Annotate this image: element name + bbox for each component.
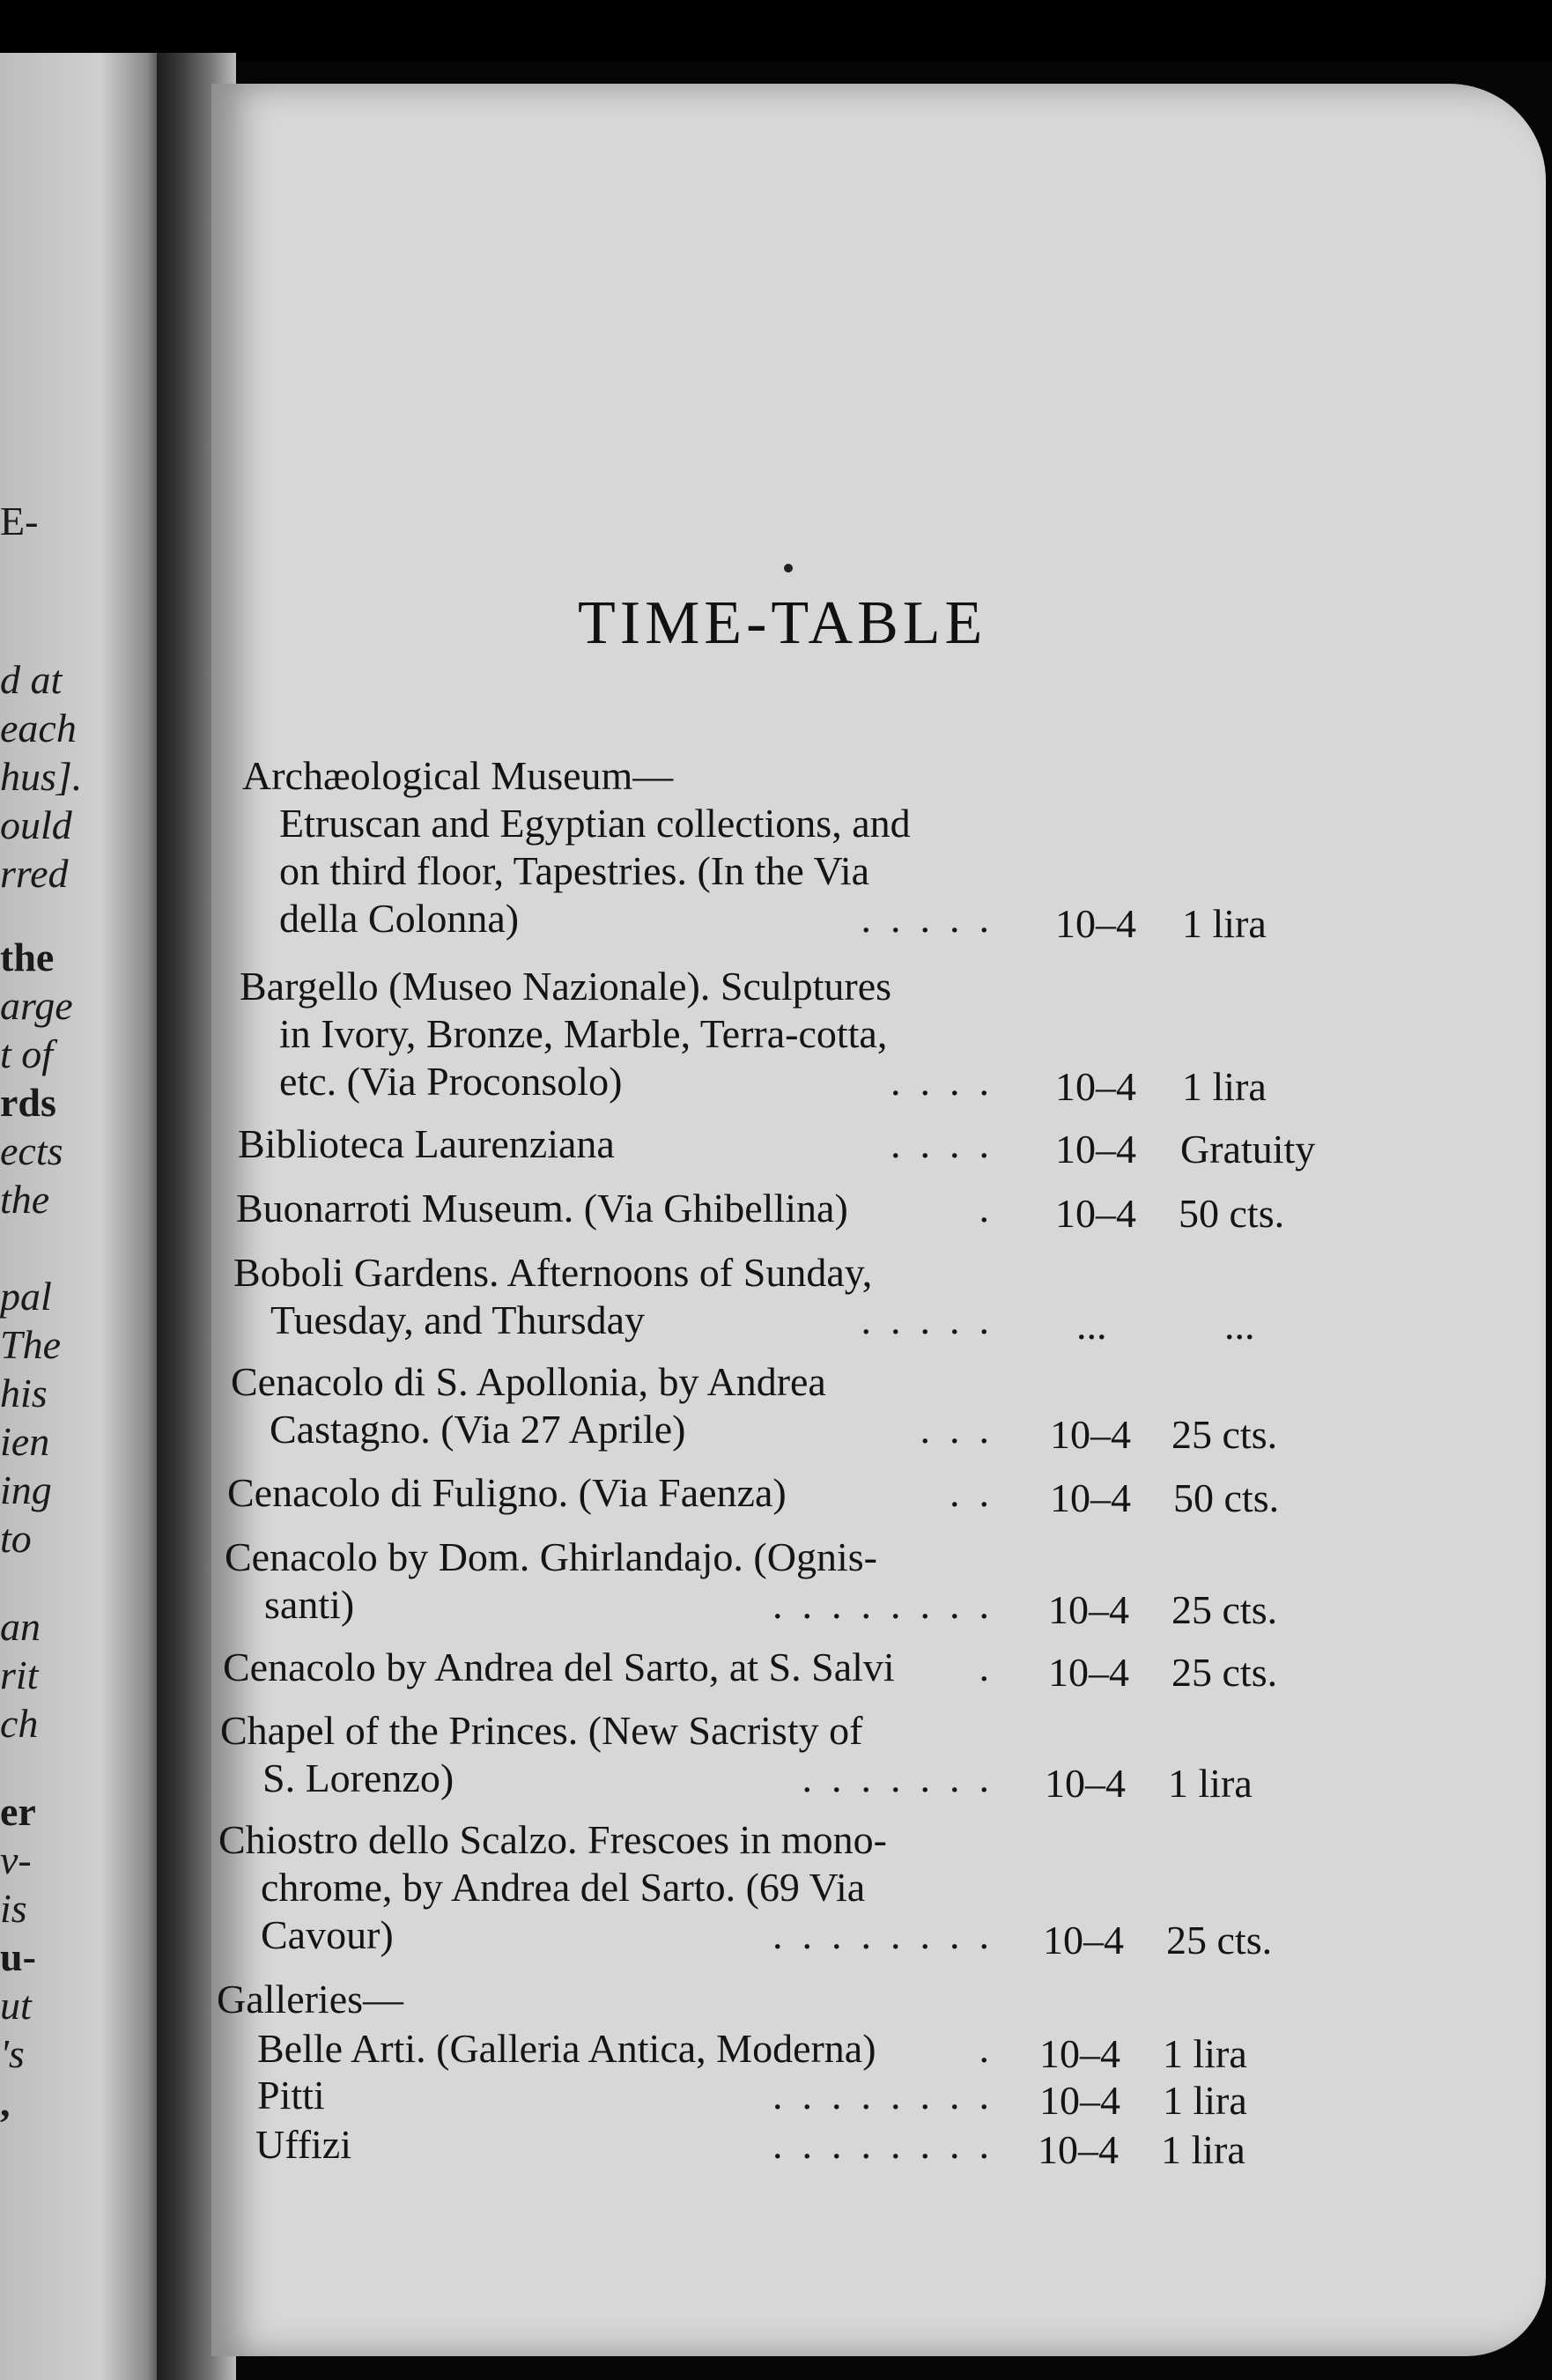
entry-title-line: Bargello (Museo Nazionale). Sculptures [240, 964, 892, 1009]
entry-continuation-line: Cavour) [261, 1912, 394, 1957]
entry-continuation-line: della Colonna) [279, 896, 520, 941]
left-fragment: ould [0, 802, 72, 847]
opening-hours: 10–4 [1055, 1064, 1136, 1109]
dot-leader: . [979, 1645, 1009, 1689]
opening-hours: ... [1076, 1303, 1107, 1348]
entry-title-line: Belle Arti. (Galleria Antica, Moderna) [257, 2026, 876, 2071]
dot-leader: ........ [772, 2073, 1009, 2118]
entry-continuation-line: etc. (Via Proconsolo) [279, 1059, 623, 1104]
dot-leader: ........ [772, 2122, 1009, 2167]
entry-title-line: Cenacolo by Dom. Ghirlandajo. (Ognis- [225, 1534, 877, 1579]
entry-continuation-line: Castagno. (Via 27 Aprile) [270, 1407, 686, 1452]
left-fragment: ut [0, 1983, 32, 2028]
dot-leader: ....... [802, 1755, 1009, 1800]
opening-hours: 10–4 [1039, 2078, 1120, 2123]
opening-hours: 10–4 [1048, 1650, 1129, 1695]
left-fragment: each [0, 706, 77, 750]
entry-continuation-line: santi) [264, 1582, 355, 1627]
page-title: TIME-TABLE [578, 589, 987, 657]
admission-price: 1 lira [1168, 1761, 1253, 1806]
entry-title-line: Chiostro dello Scalzo. Frescoes in mono- [218, 1817, 887, 1862]
left-fragment: d at [0, 657, 63, 702]
opening-hours: 10–4 [1050, 1475, 1131, 1520]
admission-price: 25 cts. [1171, 1412, 1278, 1457]
left-fragment: rred [0, 851, 69, 896]
left-fragment: 's [0, 2031, 25, 2076]
left-fragment: to [0, 1516, 32, 1561]
admission-price: 1 lira [1182, 1064, 1267, 1109]
entry-continuation-line: S. Lorenzo) [262, 1755, 455, 1800]
left-fragment: is [0, 1886, 27, 1931]
dot-leader: . [979, 2026, 1009, 2071]
left-fragment: , [0, 2080, 11, 2125]
left-fragment: rds [0, 1080, 56, 1125]
left-fragment: ects [0, 1128, 63, 1173]
left-fragment: The [0, 1322, 61, 1367]
entry-title-line: Biblioteca Laurenziana [238, 1121, 615, 1166]
admission-price: 1 lira [1163, 2031, 1247, 2076]
left-fragment: hus]. [0, 754, 83, 799]
entry-continuation-line: Etruscan and Egyptian collections, and [279, 801, 911, 846]
opening-hours: 10–4 [1043, 1918, 1124, 1962]
dot-leader: . [979, 1186, 1009, 1231]
admission-price: 25 cts. [1166, 1918, 1273, 1962]
left-fragment: er [0, 1789, 36, 1834]
entry-title-line: Archæological Museum— [242, 753, 674, 798]
entry-continuation-line: on third floor, Tapestries. (In the Via [279, 848, 870, 893]
left-fragment: t of [0, 1031, 54, 1076]
opening-hours: 10–4 [1048, 1587, 1129, 1632]
admission-price: 25 cts. [1171, 1587, 1278, 1632]
admission-price: 1 lira [1163, 2078, 1247, 2123]
opening-hours: 10–4 [1055, 1127, 1136, 1172]
dot-leader: .... [891, 1059, 1009, 1104]
left-fragment: an [0, 1604, 41, 1649]
entry-continuation-line: Tuesday, and Thursday [270, 1297, 646, 1342]
opening-hours: 10–4 [1050, 1412, 1131, 1457]
opening-hours: 10–4 [1055, 901, 1136, 946]
admission-price: ... [1224, 1303, 1255, 1348]
entry-title-line: Galleries— [217, 1977, 404, 2022]
admission-price: 50 cts. [1173, 1475, 1280, 1520]
left-fragment: ch [0, 1701, 39, 1746]
left-fragment: the [0, 1177, 50, 1222]
left-fragment: pal [0, 1274, 52, 1319]
admission-price: 1 lira [1161, 2127, 1245, 2172]
admission-price: 1 lira [1182, 901, 1267, 946]
left-fragment: the [0, 935, 55, 979]
left-fragment: E- [0, 499, 39, 543]
entry-title-line: Uffizi [255, 2122, 352, 2167]
dot-leader: ........ [772, 1582, 1009, 1627]
dot-leader: .. [950, 1470, 1009, 1515]
admission-price: 50 cts. [1179, 1191, 1285, 1236]
dot-leader: ..... [861, 1297, 1009, 1342]
entry-continuation-line: chrome, by Andrea del Sarto. (69 Via [261, 1865, 866, 1910]
admission-price: Gratuity [1180, 1127, 1316, 1172]
opening-hours: 10–4 [1039, 2031, 1120, 2076]
left-fragment: ing [0, 1467, 52, 1512]
entry-continuation-line: in Ivory, Bronze, Marble, Terra-cotta, [279, 1011, 888, 1056]
dot-leader: ..... [861, 896, 1009, 941]
admission-price: 25 cts. [1171, 1650, 1278, 1695]
opening-hours: 10–4 [1055, 1191, 1136, 1236]
left-fragment: his [0, 1371, 48, 1415]
dot-leader: ........ [772, 1912, 1009, 1957]
left-fragment: rit [0, 1652, 39, 1697]
dot-leader: ... [920, 1407, 1009, 1452]
left-fragment: u- [0, 1934, 36, 1979]
entry-title-line: Cenacolo di Fuligno. (Via Faenza) [227, 1470, 787, 1515]
entry-title-line: Cenacolo di S. Apollonia, by Andrea [231, 1359, 826, 1404]
entry-title-line: Pitti [257, 2073, 325, 2118]
entry-title-line: Boboli Gardens. Afternoons of Sunday, [233, 1250, 873, 1295]
opening-hours: 10–4 [1038, 2127, 1119, 2172]
dot-leader: .... [891, 1121, 1009, 1166]
entry-title-line: Buonarroti Museum. (Via Ghibellina) [236, 1186, 848, 1231]
left-fragment: ien [0, 1419, 50, 1464]
entry-title-line: Cenacolo by Andrea del Sarto, at S. Salvi [223, 1645, 895, 1689]
entry-title-line: Chapel of the Princes. (New Sacristy of [220, 1708, 863, 1753]
opening-hours: 10–4 [1045, 1761, 1126, 1806]
left-fragment: arge [0, 983, 73, 1028]
left-fragment: v- [0, 1837, 32, 1882]
